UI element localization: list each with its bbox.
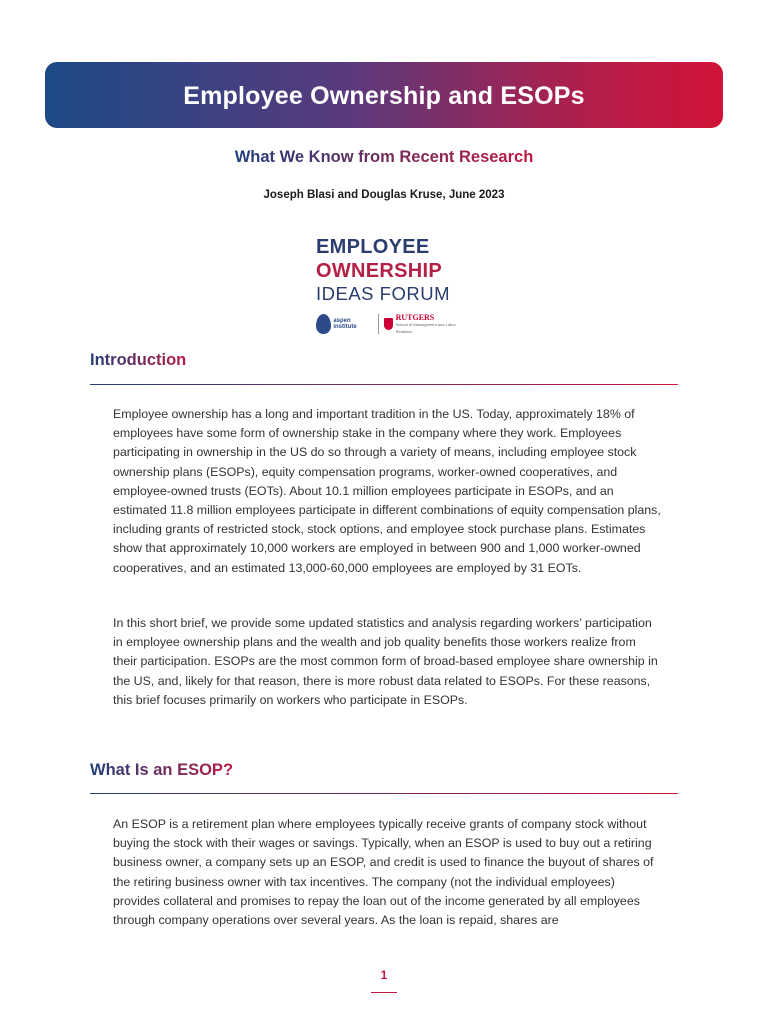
partner-logos [316,313,466,335]
section-heading-what-is-an-esop: What Is an ESOP? [90,761,234,779]
logo-line-ideas-forum: IDEAS FORUM [316,283,450,304]
paragraph: Employee ownership has a long and important tradition in the US. Today, approximately 18% of employees have some form of ownership stake in the company where they work. Employees participating in ownership in the US do so through a variety of means, including employee stock ownership plans (ESOPs), equity compensation programs, worker-owned cooperatives, and employee-owned trusts (EOTs). About 10.1 million employees participate in ESOPs, and an estimated 11.8 million employees participate in different combinations of equity compensation plans, including grants of restricted stock, stock options, and employee stock purchase plans. Estimates show that approximately 10,000 workers are employed in between 900 and 1,000 worker-owned cooperatives, and an estimated 13,000-60,000 employees are employed by 31 EOTs. [113,407,661,575]
paragraph: In this short brief, we provide some updated statistics and analysis regarding workers’ participation in employee ownership plans and the wealth and job quality benefits those workers realize from their participation. ESOPs are the most common form of broad-based employee share ownership in the US, and, likely for that reason, there is more robust data related to ESOPs. For these reasons, this brief focuses primarily on workers who participate in ESOPs. [113,616,658,707]
section-heading-introduction: Introduction [90,351,187,369]
rutgers-shield-icon [384,318,392,330]
aspen-institute-logo-text: aspen institute [333,318,357,330]
aspen-leaf-icon [316,314,331,334]
page-number: 1 [380,968,388,982]
logo-line-ownership: OWNERSHIP [316,260,443,282]
title-banner [45,62,723,128]
employee-ownership-ideas-forum-logo [316,235,466,335]
document-title: Employee Ownership and ESOPs [183,81,585,110]
document-subtitle: What We Know from Recent Research [234,148,534,166]
section-rule [90,793,678,794]
logo-line-employee: EMPLOYEE [316,236,430,258]
rutgers-logo-text: RUTGERS School of Management and Labor Relations [395,312,456,334]
paragraph: An ESOP is a retirement plan where employees typically receive grants of company stock without buying the stock with their wages or savings. Typically, when an ESOP is used to buy out a retiring business owner, a company sets up an ESOP, and credit is used to finance the buyout of shares of the retiring business owner with tax incentives. The company (not the individual employees) provides collateral and promises to repay the loan out of the income generated by all employees through company operations over several years. As the loan is repaid, shares are [113,817,654,928]
section-rule [90,384,678,385]
logo-divider [378,314,379,334]
authors-line: Joseph Blasi and Douglas Kruse, June 2023 [263,189,505,201]
page-number-rule [371,992,397,993]
